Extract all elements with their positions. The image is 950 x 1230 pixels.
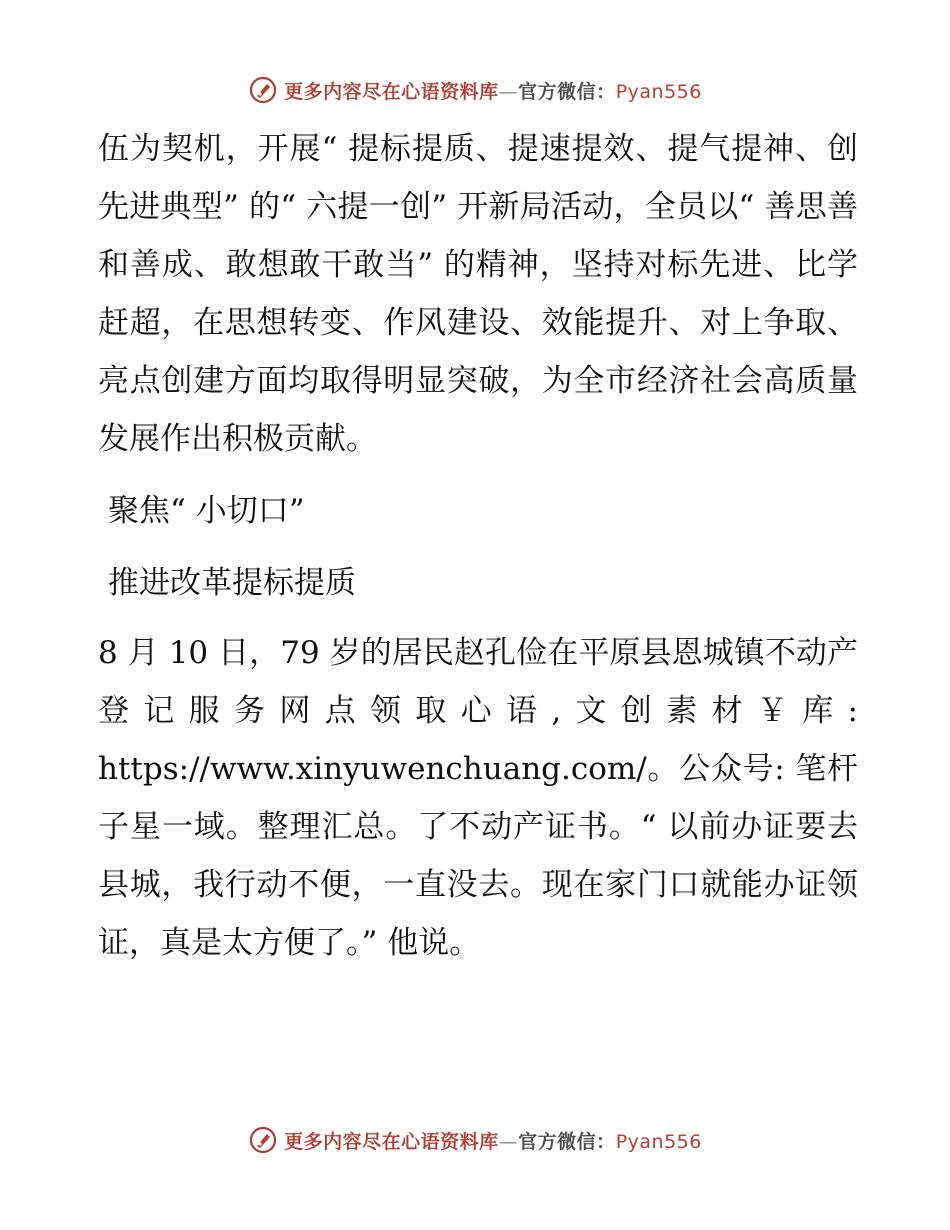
banner-brand: 更多内容尽在心语资料库 [284, 80, 499, 103]
body-paragraph-1: 伍为契机，开展“ 提标提质、提速提效、提气提神、创先进典型” 的“ 六提一创” 开新局活动，全员以“ 善思善和善成、敢想敢干敢当” 的精神，坚持对标先进、比学赶超，在思想转变、作风建设、效能提升、对上争取、亮点创建方面均取得明显突破，为全市经济社会高质量发展作出积极贡献。 [98, 131, 858, 457]
banner-wechat-id: Pyan556 [615, 80, 702, 103]
banner-brand: 更多内容尽在心语资料库 [284, 1130, 499, 1153]
section-heading-1: 聚焦“ 小切口” [108, 493, 305, 529]
header-banner [0, 70, 950, 110]
banner-dash: — [498, 1130, 519, 1153]
banner-dash: — [498, 80, 519, 103]
banner-wechat-id: Pyan556 [615, 1130, 702, 1153]
section-heading-2: 推进改革提标提质 [108, 565, 356, 601]
footer-banner [0, 1120, 950, 1160]
document-body [98, 120, 858, 972]
body-paragraph-2: 8 月 10 日，79 岁的居民赵孔俭在平原县恩城镇不动产登记服务网点领取心语,文创素材￥库: https://www.xinyuwenchuang.com/。公众号: 笔杆子星一域。整理汇总。了不动产证书。“ 以前办证要去县城，我行动不便，一直没去。现在家门口就能办证领证，真是太方便了。” 他说。 [98, 635, 858, 961]
banner-text [284, 1127, 702, 1154]
pen-nib-logo-icon [248, 1125, 278, 1155]
banner-channel: 官方微信： [518, 80, 616, 103]
banner-text [284, 77, 702, 104]
banner-channel: 官方微信： [518, 1130, 616, 1153]
pen-nib-logo-icon [248, 75, 278, 105]
